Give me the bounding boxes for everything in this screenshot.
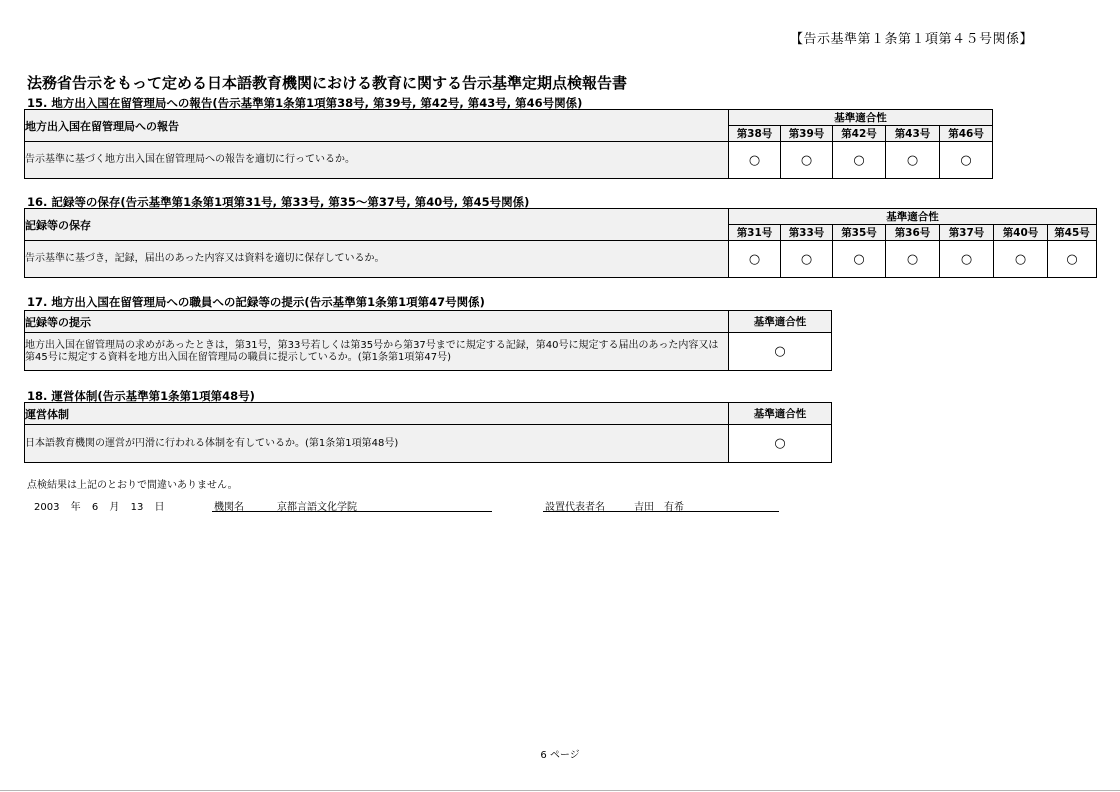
date-year: 2003 — [34, 502, 60, 513]
column-header-38: 第38号 — [729, 126, 781, 142]
column-header-40: 第40号 — [994, 225, 1048, 241]
section-18-question: 日本語教育機関の運営が円滑に行われる体制を有しているか。(第1条第1項第48号) — [25, 425, 729, 463]
column-header-45: 第45号 — [1048, 225, 1097, 241]
column-header-42: 第42号 — [833, 126, 886, 142]
section-17-table — [24, 310, 832, 371]
page-number: 6 ページ — [540, 750, 580, 761]
compliance-group-header: 基準適合性 — [729, 311, 832, 333]
date-month-unit: 月 — [109, 502, 120, 513]
section-15-heading: 15. 地方出入国在留管理局への報告(告示基準第1条第1項第38号, 第39号, 第42号, 第43号, 第46号関係) — [27, 96, 583, 110]
section-15-table — [24, 109, 993, 179]
date-year-unit: 年 — [70, 502, 81, 513]
section-15-table-header: 地方出入国在留管理局への報告 — [25, 110, 729, 142]
compliance-mark-39: ○ — [781, 142, 833, 179]
date-day: 13 — [130, 502, 144, 513]
section-16-table-header: 記録等の保存 — [25, 209, 729, 241]
section-16-question: 告示基準に基づき，記録，届出のあった内容又は資料を適切に保存しているか。 — [25, 241, 729, 278]
compliance-mark-38: ○ — [729, 142, 781, 179]
compliance-mark-43: ○ — [886, 142, 940, 179]
compliance-mark-37: ○ — [940, 241, 994, 278]
section-17-heading: 17. 地方出入国在留管理局への職員への記録等の提示(告示基準第1条第1項第47号関係) — [27, 295, 485, 309]
date-month: 6 — [91, 502, 99, 513]
compliance-mark-46: ○ — [940, 142, 993, 179]
certification-statement: 点検結果は上記のとおりで間違いありません。 — [27, 480, 238, 491]
page-bottom-edge — [0, 790, 1120, 791]
section-17-question: 地方出入国在留管理局の求めがあったときは，第31号，第33号若しくは第35号から第37号までに規定する記録，第40号に規定する届出のあった内容又は第45号に規定する資料を地方出入国在留管理局の職員に提示しているか。(第1条第1項第47号) — [25, 333, 729, 371]
column-header-37: 第37号 — [940, 225, 994, 241]
report-date — [34, 498, 165, 513]
representative-signature-line — [543, 511, 779, 512]
column-header-43: 第43号 — [886, 126, 940, 142]
compliance-group-header: 基準適合性 — [729, 209, 1097, 225]
column-header-39: 第39号 — [781, 126, 833, 142]
institution-name-value: 京都言語文化学院 — [277, 502, 357, 513]
column-header-33: 第33号 — [781, 225, 833, 241]
column-header-35: 第35号 — [833, 225, 886, 241]
compliance-mark-48: ○ — [729, 425, 832, 463]
section-15-question: 告示基準に基づく地方出入国在留管理局への報告を適切に行っているか。 — [25, 142, 729, 179]
compliance-mark-45: ○ — [1048, 241, 1097, 278]
document-title: 法務省告示をもって定める日本語教育機関における教育に関する告示基準定期点検報告書 — [27, 74, 628, 92]
compliance-mark-33: ○ — [781, 241, 833, 278]
column-header-31: 第31号 — [729, 225, 781, 241]
compliance-group-header: 基準適合性 — [729, 403, 832, 425]
institution-signature-line — [212, 511, 492, 512]
date-day-unit: 日 — [154, 502, 165, 513]
section-18-table-header: 運営体制 — [25, 403, 729, 425]
compliance-group-header: 基準適合性 — [729, 110, 993, 126]
compliance-mark-42: ○ — [833, 142, 886, 179]
compliance-mark-36: ○ — [886, 241, 940, 278]
compliance-mark-47: ○ — [729, 333, 832, 371]
representative-label: 設置代表者名 — [545, 502, 605, 513]
representative-name: 吉田 有希 — [634, 502, 684, 513]
column-header-46: 第46号 — [940, 126, 993, 142]
institution-name-label: 機関名 — [214, 502, 244, 513]
compliance-mark-31: ○ — [729, 241, 781, 278]
section-17-table-header: 記録等の提示 — [25, 311, 729, 333]
compliance-mark-35: ○ — [833, 241, 886, 278]
section-18-table — [24, 402, 832, 463]
section-18-heading: 18. 運営体制(告示基準第1条第1項第48号) — [27, 389, 255, 403]
section-16-heading: 16. 記録等の保存(告示基準第1条第1項第31号, 第33号, 第35～第37号, 第40号, 第45号関係) — [27, 195, 530, 209]
provision-reference: 【告示基準第１条第１項第４５号関係】 — [790, 32, 1034, 47]
section-16-table — [24, 208, 1097, 278]
column-header-36: 第36号 — [886, 225, 940, 241]
compliance-mark-40: ○ — [994, 241, 1048, 278]
